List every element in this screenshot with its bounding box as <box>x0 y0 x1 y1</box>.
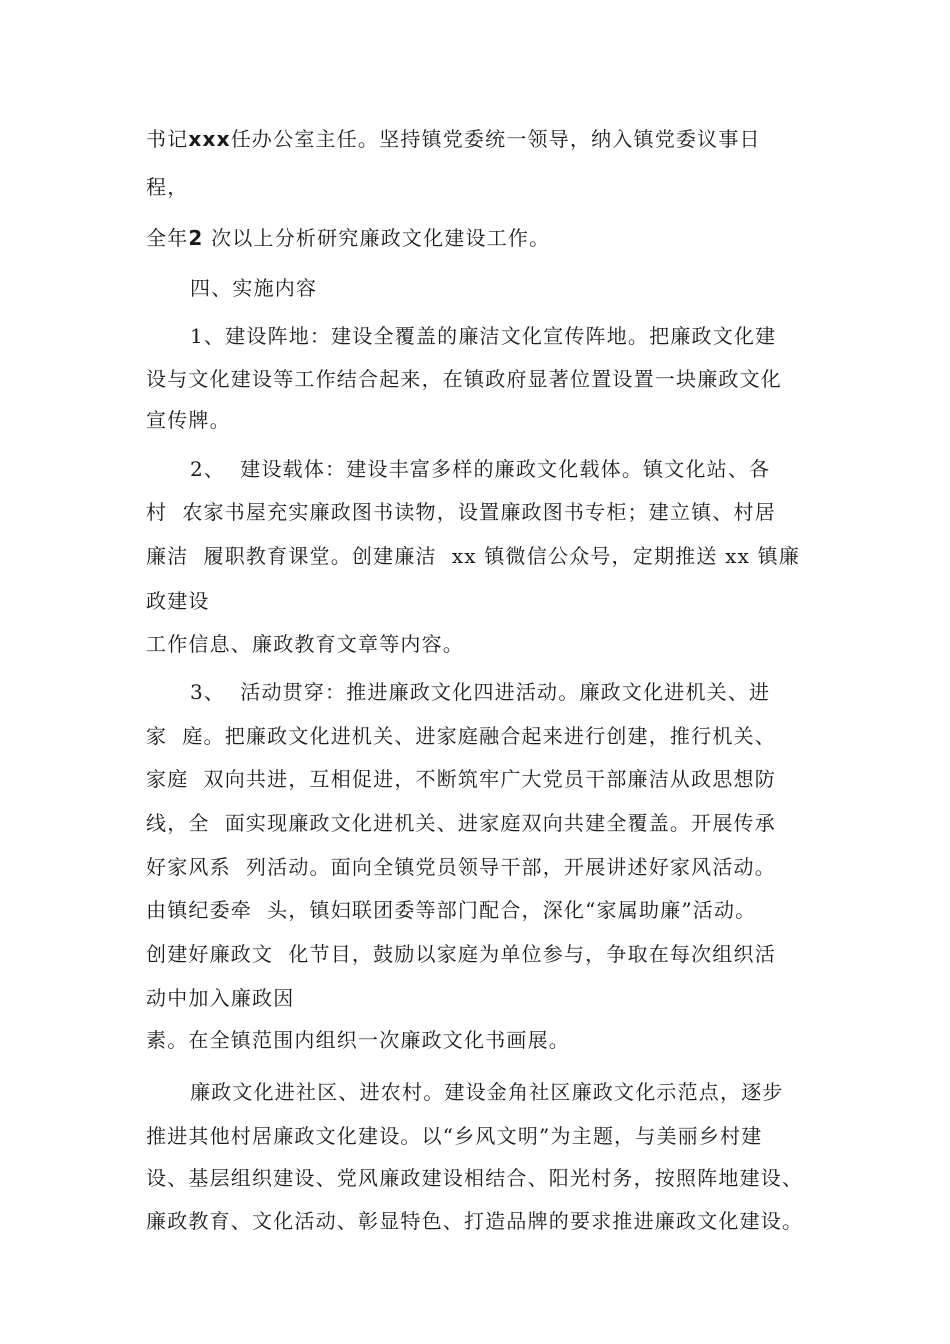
section-heading: 四、实施内容 <box>190 276 318 300</box>
text-run: 全年 <box>146 226 189 250</box>
paragraph-line: 创建好廉政文 化节目，鼓励以家庭为单位参与，争取在每次组织活 <box>146 942 776 966</box>
paragraph-line: 设、基层组织建设、党风廉政建设相结合、阳光村务，按照阵地建设、 <box>146 1166 804 1190</box>
paragraph-line: 村 农家书屋充实廉政图书读物，设置廉政图书专柜；建立镇、村居 <box>146 500 776 524</box>
paragraph-line: 1、建设阵地：建设全覆盖的廉洁文化宣传阵地。把廉政文化建 <box>190 324 777 348</box>
paragraph-line: 政建设 <box>146 589 210 613</box>
text-run: 书记 <box>146 127 189 151</box>
text-run: 2 <box>188 226 204 250</box>
paragraph-line: 工作信息、廉政教育文章等内容。 <box>146 632 464 656</box>
paragraph-line: 设与文化建设等工作结合起来，在镇政府显著位置设置一块廉政文化 <box>146 367 782 391</box>
text-run: 任办公室主任。坚持镇党委统一领导，纳入镇党委议事日 <box>230 127 761 151</box>
paragraph-line: 廉洁 履职教育课堂。创建廉洁 xx 镇微信公众号，定期推送 xx 镇廉 <box>146 544 801 568</box>
paragraph-line: 推进其他村居廉政文化建设。以“乡风文明”为主题，与美丽乡村建 <box>146 1124 763 1148</box>
paragraph-line: 家 庭。把廉政文化进机关、进家庭融合起来进行创建，推行机关、 <box>146 724 776 748</box>
paragraph-line: 宣传牌。 <box>146 408 231 432</box>
paragraph-line: 好家风系 列活动。面向全镇党员领导干部，开展讲述好家风活动。 <box>146 855 776 879</box>
paragraph-line <box>146 127 761 151</box>
paragraph-line: 素。在全镇范围内组织一次廉政文化书画展。 <box>146 1028 570 1052</box>
paragraph-line: 家庭 双向共进，互相促进，不断筑牢广大党员干部廉洁从政思想防 <box>146 767 776 791</box>
paragraph-line: 由镇纪委牵 头，镇妇联团委等部门配合，深化“家属助廉”活动。 <box>146 898 757 922</box>
paragraph-line: 2、 建设载体：建设丰富多样的廉政文化载体。镇文化站、各 <box>190 457 771 481</box>
paragraph-line: 动中加入廉政因 <box>146 986 295 1010</box>
paragraph-line: 线，全 面实现廉政文化进机关、进家庭双向共建全覆盖。开展传承 <box>146 811 776 835</box>
paragraph-line: 3、 活动贯穿：推进廉政文化四进活动。廉政文化进机关、进 <box>190 680 771 704</box>
paragraph-line <box>146 226 550 250</box>
paragraph-line: 廉政教育、文化活动、彰显特色、打造品牌的要求推进廉政文化建设。 <box>146 1209 804 1233</box>
paragraph-line: 程， <box>146 175 189 199</box>
text-run: 次以上分析研究廉政文化建设工作。 <box>203 226 551 250</box>
text-run: xxx <box>188 127 231 151</box>
paragraph-line: 廉政文化进社区、进农村。建设金角社区廉政文化示范点，逐步 <box>190 1080 784 1104</box>
